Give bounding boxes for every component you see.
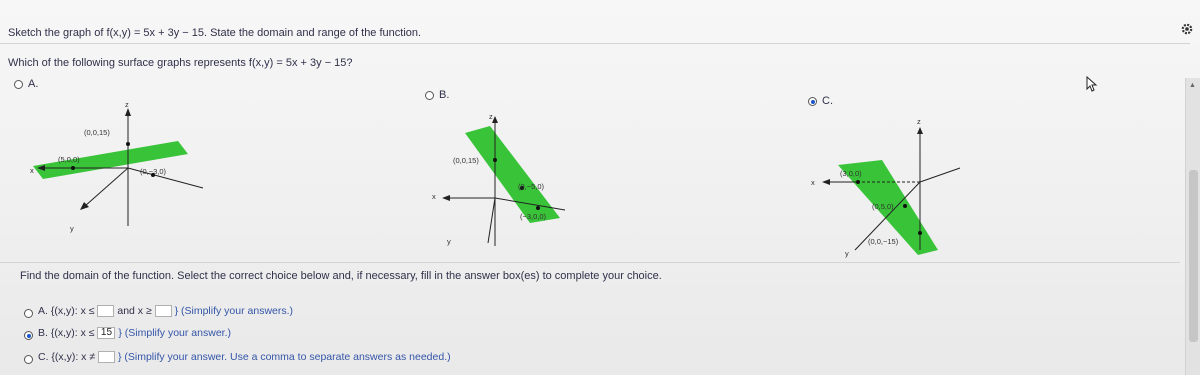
answer-box-filled[interactable]: 15 <box>97 327 115 339</box>
graph-a-x-label: x <box>30 166 34 175</box>
graph-c-point-2: (0,5,0) <box>872 202 894 211</box>
domain-choice-a-radio[interactable] <box>24 309 33 318</box>
choice-c-hint: } (Simplify your answer. Use a comma to separate answers as needed.) <box>117 351 451 363</box>
graph-b-x-label: x <box>432 192 436 201</box>
question-prompt: Sketch the graph of f(x,y) = 5x + 3y − 15. State the domain and range of the function. <box>8 27 422 39</box>
domain-choice-a <box>38 305 293 317</box>
answer-box-2[interactable] <box>155 305 172 317</box>
choice-a-prefix: {(x,y): x ≤ <box>50 305 95 317</box>
scrollbar[interactable] <box>1185 78 1200 375</box>
choice-letter: C. <box>38 351 49 363</box>
choice-a-hint: } (Simplify your answers.) <box>174 305 294 317</box>
choice-c-prefix: {(x,y): x ≠ <box>51 351 96 363</box>
graph-b-point-1: (0,0,15) <box>453 156 479 165</box>
graph-a-y-label: y <box>70 224 74 233</box>
domain-choice-c-radio[interactable] <box>24 355 33 364</box>
graph-option-b-letter: B. <box>439 89 450 101</box>
domain-choice-b-radio[interactable] <box>24 331 33 340</box>
graph-c-y-label: y <box>845 249 849 258</box>
graph-b-point-3: (−3,0,0) <box>520 212 547 221</box>
domain-choice-c <box>38 351 451 363</box>
graph-a-z-label: z <box>125 100 129 109</box>
graph-option-b-radio[interactable] <box>425 91 434 100</box>
domain-prompt: Find the domain of the function. Select the correct choice below and, if necessary, fill in the answer box(es) to complete your choice. <box>20 270 662 282</box>
choice-letter: B. <box>38 327 48 339</box>
mouse-pointer-icon <box>1086 76 1098 92</box>
graph-a-point-3: (0,−3,0) <box>140 167 167 176</box>
divider <box>0 262 1180 263</box>
graph-c-point-1: (3,0,0) <box>840 169 862 178</box>
divider <box>0 43 1190 44</box>
answer-box-1[interactable] <box>97 305 114 317</box>
graph-option-c-radio[interactable] <box>808 97 817 106</box>
graph-option-a-radio[interactable] <box>14 80 23 89</box>
graph-a-point-1: (0,0,15) <box>84 128 110 137</box>
graph-b-y-label: y <box>447 237 451 246</box>
choice-a-mid: and x ≥ <box>117 305 152 317</box>
graph-b-point-2: (0,−5,0) <box>518 182 545 191</box>
domain-choice-b <box>38 327 231 339</box>
graph-b-z-label: z <box>489 112 493 121</box>
graph-option-a-letter: A. <box>28 78 39 90</box>
plane-surface <box>465 126 560 223</box>
graph-c-x-label: x <box>811 178 815 187</box>
graph-a[interactable] <box>28 96 218 231</box>
question-sub-prompt: Which of the following surface graphs represents f(x,y) = 5x + 3y − 15? <box>8 57 353 69</box>
choice-b-prefix: {(x,y): x ≤ <box>50 327 95 339</box>
gear-icon[interactable] <box>1180 22 1194 36</box>
choice-letter: A. <box>38 305 48 317</box>
answer-box-3[interactable] <box>98 351 115 363</box>
graph-c-point-3: (0,0,−15) <box>868 237 899 246</box>
scroll-up-icon[interactable]: ▲ <box>1189 82 1196 89</box>
choice-b-hint: } (Simplify your answer.) <box>118 327 231 339</box>
scrollbar-thumb[interactable] <box>1189 170 1198 342</box>
graph-a-point-2: (5,0,0) <box>58 155 80 164</box>
graph-option-c-letter: C. <box>822 95 833 107</box>
graph-b[interactable] <box>420 108 580 248</box>
graph-c-z-label: z <box>917 117 921 126</box>
